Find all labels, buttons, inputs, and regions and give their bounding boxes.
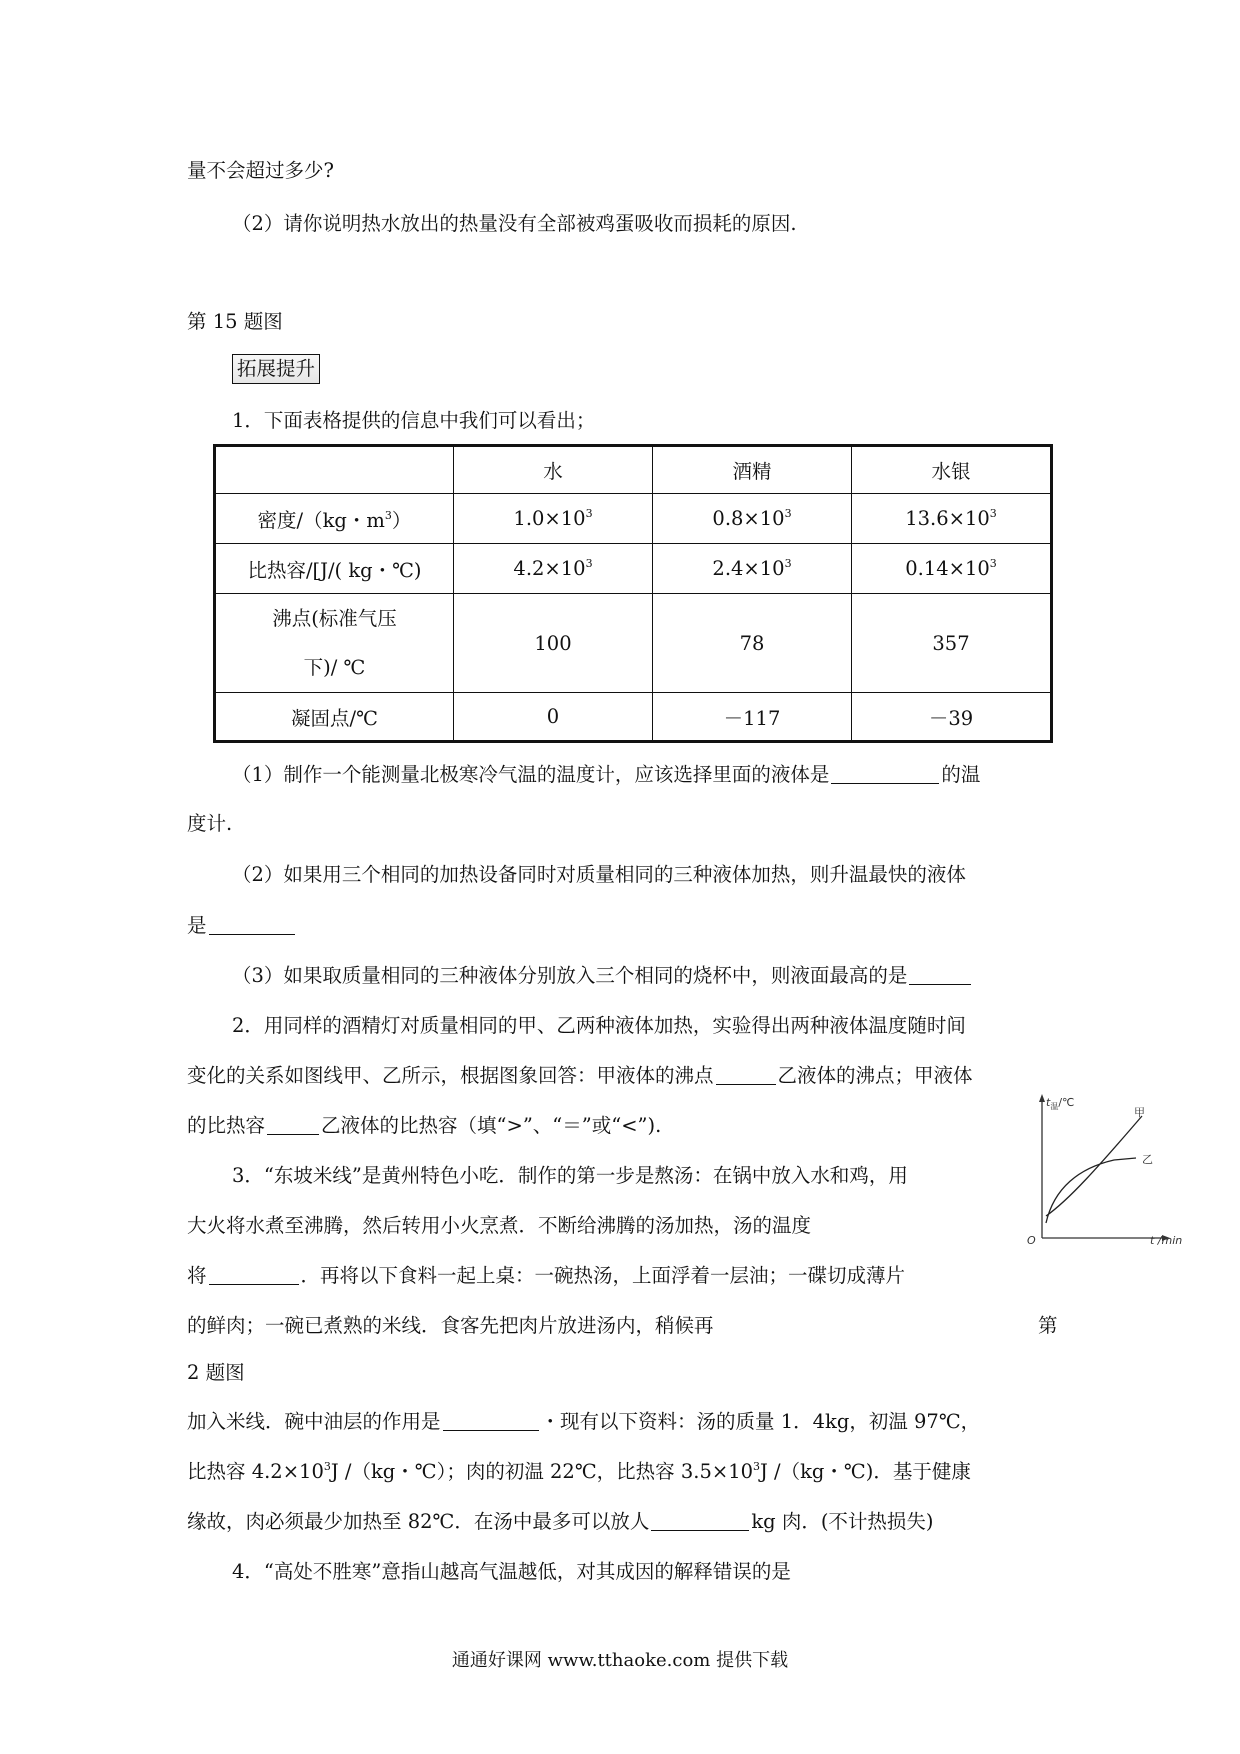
table-row-density — [215, 494, 1052, 544]
table-row-boiling-point — [215, 594, 1052, 693]
answer-blank[interactable] — [831, 763, 939, 784]
table-cell: 357 — [852, 594, 1052, 693]
q1-intro: 1．下面表格提供的信息中我们可以看出； — [232, 409, 596, 432]
table-cell-label: 沸点(标准气压 下)/ ℃ — [215, 594, 454, 693]
q1-part2-cont: 是 — [187, 913, 297, 939]
table-cell: $0.14\times 10^3$ — [852, 544, 1052, 594]
table-header-cell: 水 — [454, 446, 653, 494]
q1-part1-line: （1）制作一个能测量北极寒冷气温的温度计，应该选择里面的液体是 的温 — [232, 763, 981, 786]
answer-blank[interactable] — [716, 1064, 776, 1085]
page-footer: 通通好课网 www.tthaoke.com 提供下载 — [451, 1650, 789, 1671]
table-cell-label: 密度/（kg・$m^3$） — [215, 494, 454, 544]
origin-label: O — [1027, 1234, 1036, 1247]
q3-line5: 加入米线．碗中油层的作用是 ・现有以下资料：汤的质量 1．4kg，初温 97℃， — [187, 1410, 981, 1433]
table-header-cell: 水银 — [852, 446, 1052, 494]
q3-line1: 3．“东坡米线”是黄州特色小吃．制作的第一步是熬汤：在锅中放入水和鸡，用 — [232, 1164, 908, 1187]
table-row-specific-heat — [215, 544, 1052, 594]
table-cell: $0.8\times 10^3$ — [653, 494, 852, 544]
liquid-properties-table — [213, 444, 1053, 743]
table-cell: 100 — [454, 594, 653, 693]
table-cell: $13.6\times 10^3$ — [852, 494, 1052, 544]
table-cell: －39 — [852, 693, 1052, 742]
q1-part1-cont: 度计. — [187, 812, 233, 835]
answer-blank[interactable] — [443, 1410, 539, 1431]
table-cell-label: 比热容/[J/( kg・℃) — [215, 544, 454, 594]
q3-line2: 大火将水煮至沸腾，然后转用小火烹煮．不断给沸腾的汤加热，汤的温度 — [187, 1214, 812, 1237]
q2-line2: 变化的关系如图线甲、乙所示，根据图象回答：甲液体的沸点 乙液体的沸点；甲液体 — [187, 1064, 973, 1087]
y-axis-arrow — [1039, 1094, 1045, 1102]
x-axis-label: t /min — [1150, 1234, 1183, 1247]
table-cell-label: 凝固点/℃ — [215, 693, 454, 742]
prev-text-line2: （2）请你说明热水放出的热量没有全部被鸡蛋吸收而损耗的原因. — [232, 212, 797, 235]
figure-2-caption-end: 2 题图 — [187, 1361, 245, 1384]
answer-blank[interactable] — [651, 1510, 749, 1531]
table-header-row — [215, 446, 1052, 494]
y-axis-label: $t_温/℃$ — [1046, 1096, 1075, 1111]
table-cell: 0 — [454, 693, 653, 742]
q2-line1: 2．用同样的酒精灯对质量相同的甲、乙两种液体加热，实验得出两种液体温度随时间 — [232, 1014, 966, 1037]
answer-blank[interactable] — [909, 964, 971, 985]
q3-line7: 缘故，肉必须最少加热至 82℃．在汤中最多可以放人 kg 肉．(不计热损失) — [187, 1510, 934, 1533]
q1-part2-line: （2）如果用三个相同的加热设备同时对质量相同的三种液体加热，则升温最快的液体 — [232, 863, 966, 886]
q3-line4: 的鲜肉；一碗已煮熟的米线．食客先把肉片放进汤内，稍候再 — [187, 1314, 714, 1337]
table-cell: $2.4\times 10^3$ — [653, 544, 852, 594]
q1-part3-line: （3）如果取质量相同的三种液体分别放入三个相同的烧杯中，则液面最高的是 — [232, 963, 973, 989]
table-cell: $1.0\times 10^3$ — [454, 494, 653, 544]
answer-blank[interactable] — [267, 1114, 319, 1135]
curve-yi — [1046, 1158, 1136, 1223]
figure-15-caption: 第 15 题图 — [187, 310, 283, 333]
table-header-cell — [215, 446, 454, 494]
answer-blank[interactable] — [209, 1264, 299, 1285]
table-header-cell: 酒精 — [653, 446, 852, 494]
figure-2-caption-start: 第 — [1038, 1314, 1058, 1337]
answer-blank[interactable] — [209, 914, 295, 935]
table-cell: 78 — [653, 594, 852, 693]
q3-line6: 比热容 $4.2\times 10^3J$ /（kg・℃）；肉的初温 22℃，比热容 $3.5\times 10^3J$ /（kg・℃)．基于健康 — [187, 1460, 971, 1483]
q3-line3: 将 ．再将以下食料一起上桌：一碗热汤，上面浮着一层油；一碟切成薄片 — [187, 1264, 906, 1287]
section-heading: 拓展提升 — [232, 354, 320, 384]
curve-jia-label: 甲 — [1134, 1106, 1145, 1119]
prev-text-line1: 量不会超过多少? — [187, 159, 334, 182]
table-row-freezing-point — [215, 693, 1052, 742]
q2-line3: 的比热容 乙液体的比热容（填“>”、“＝”或“<”). — [187, 1114, 662, 1137]
table-cell: －117 — [653, 693, 852, 742]
q4-line1: 4．“高处不胜寒”意指山越高气温越低，对其成因的解释错误的是 — [232, 1560, 791, 1583]
temperature-time-chart — [1024, 1088, 1194, 1248]
curve-yi-label: 乙 — [1142, 1153, 1153, 1166]
table-cell: $4.2\times 10^3$ — [454, 544, 653, 594]
